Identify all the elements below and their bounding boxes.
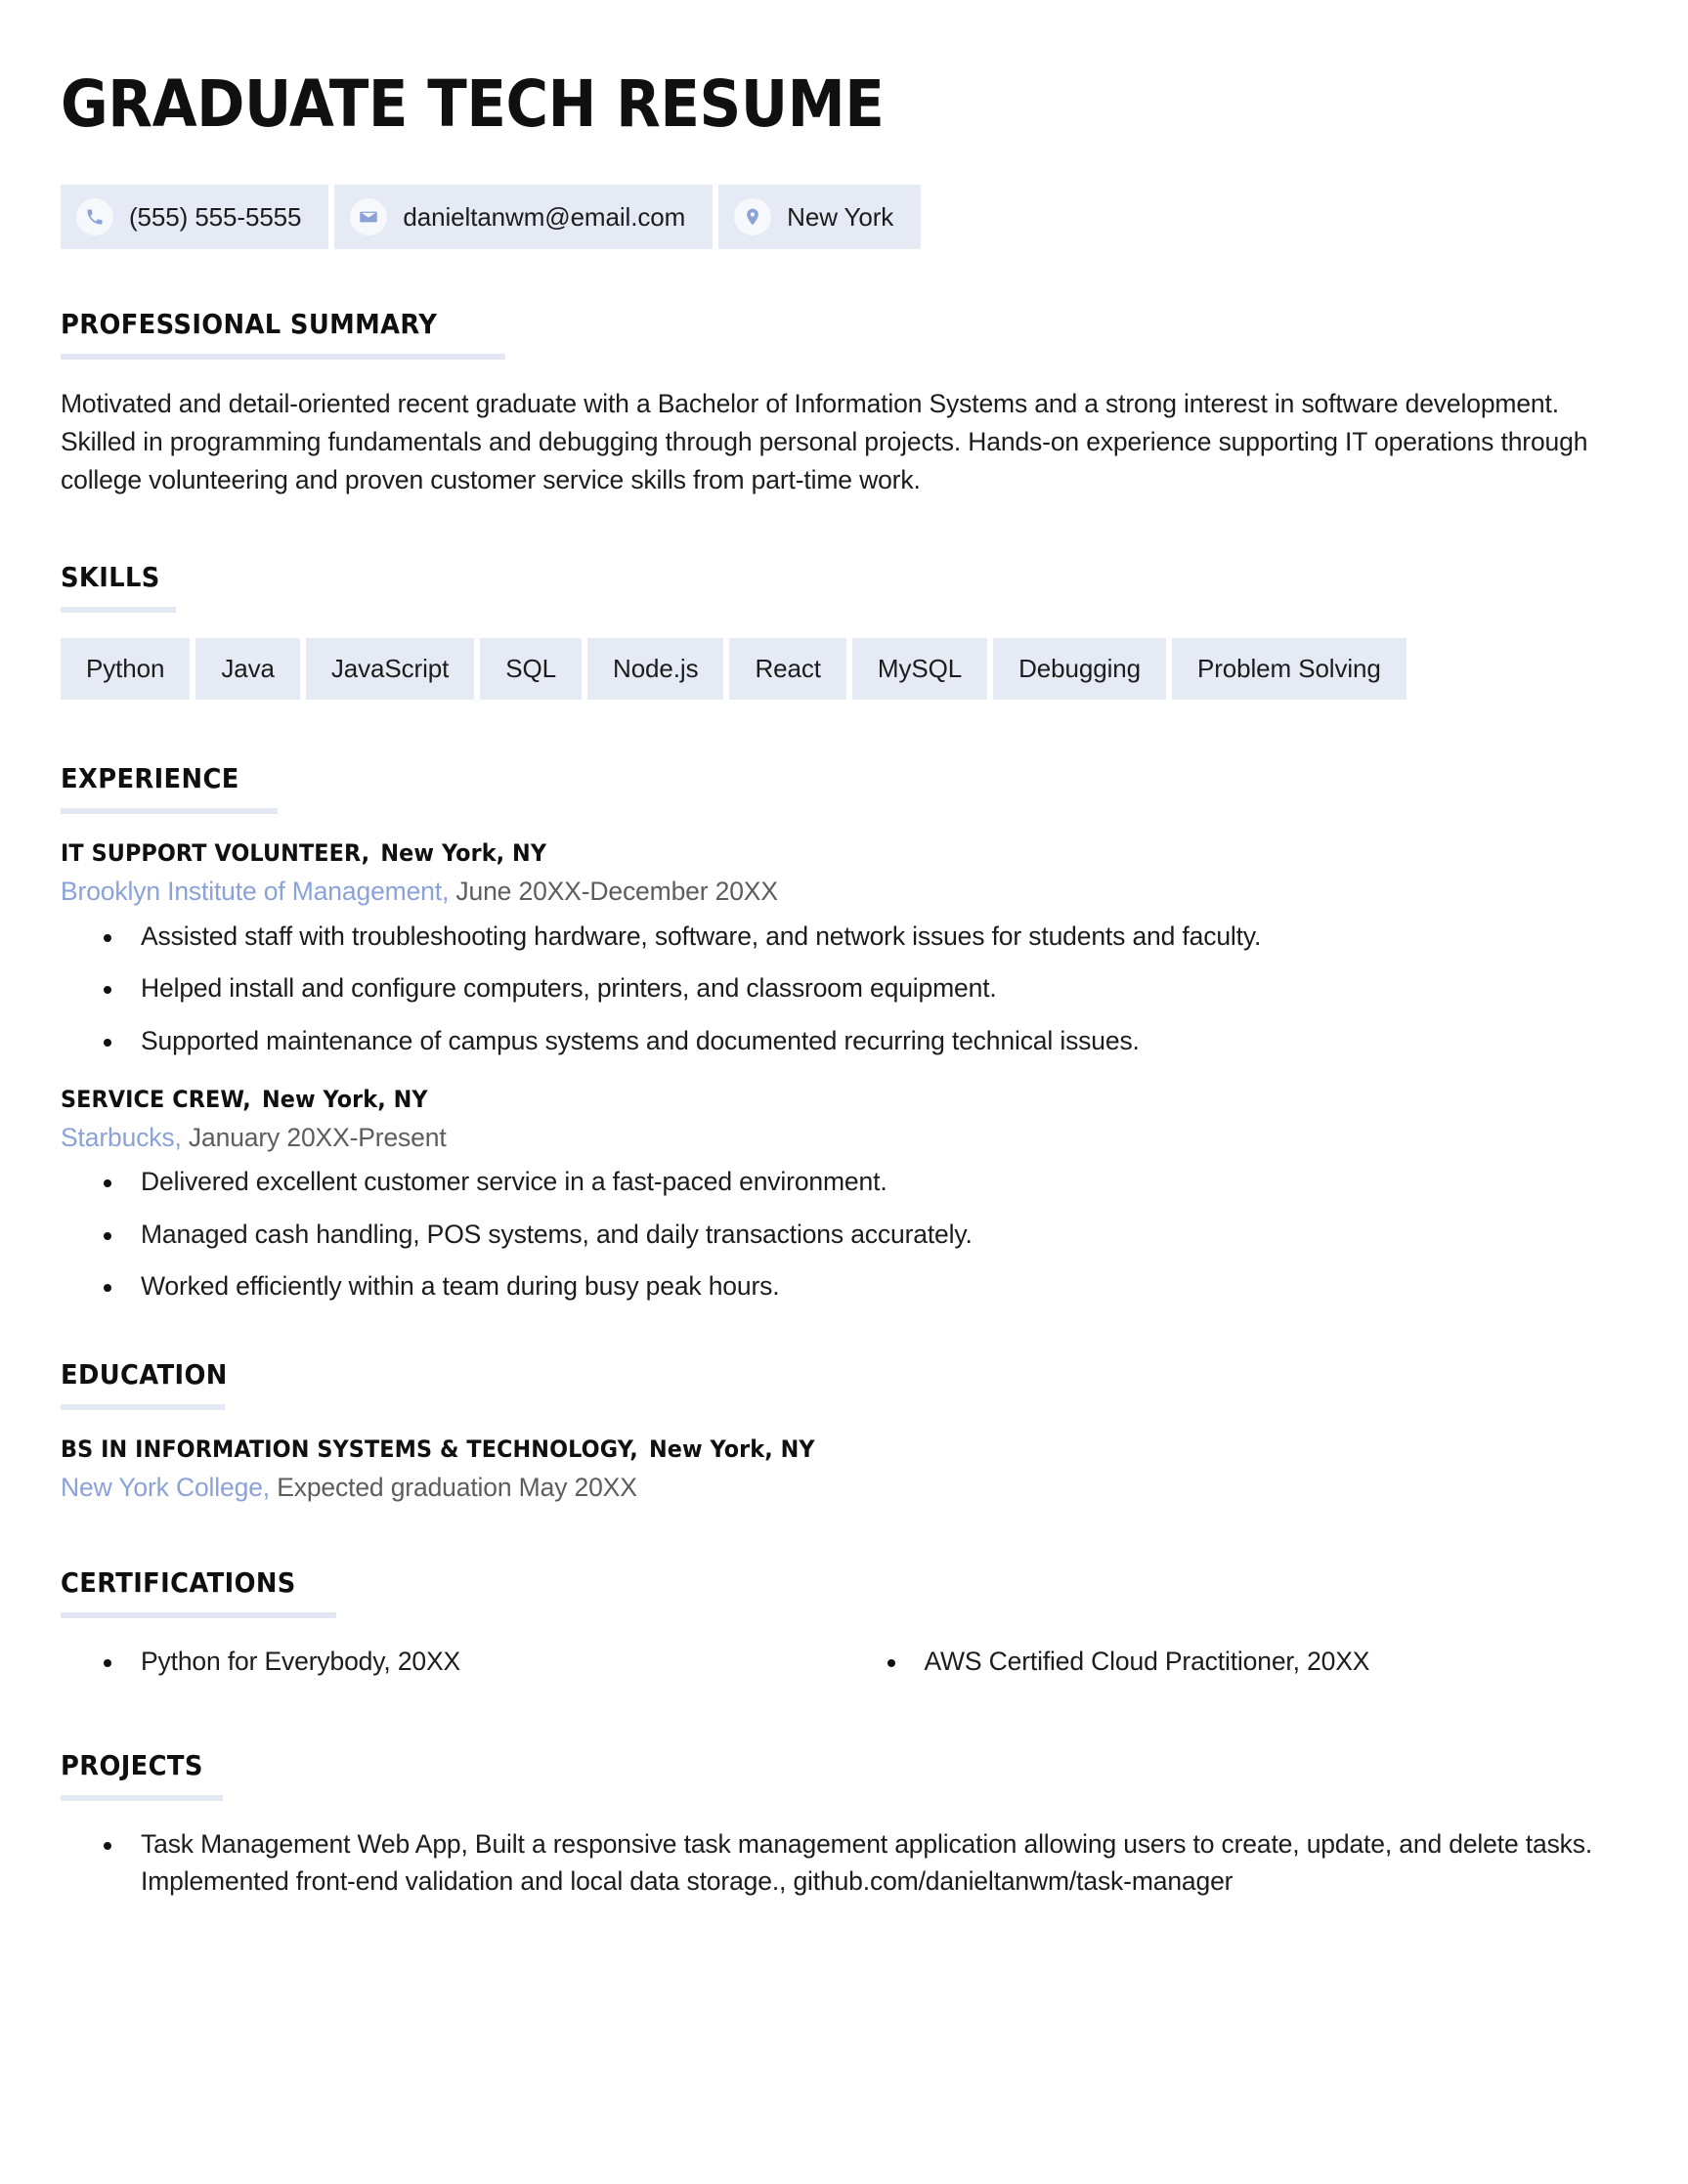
section-certifications bbox=[61, 1566, 1627, 1689]
list-item: Assisted staff with troubleshooting hardware, software, and network issues for students and faculty. bbox=[61, 919, 1627, 956]
section-heading-experience: EXPERIENCE bbox=[61, 762, 239, 795]
phone-icon bbox=[76, 198, 113, 236]
contact-email-value: danieltanwm@email.com bbox=[403, 201, 686, 232]
contact-chip-email[interactable] bbox=[334, 185, 713, 249]
section-divider-summary bbox=[61, 354, 505, 360]
projects-list bbox=[61, 1826, 1627, 1900]
contact-bar bbox=[61, 185, 1627, 249]
spacer bbox=[61, 1331, 1627, 1358]
section-education bbox=[61, 1358, 1627, 1504]
section-heading-summary: PROFESSIONAL SUMMARY bbox=[61, 308, 438, 341]
skill-chip[interactable]: React bbox=[729, 638, 845, 700]
certifications-grid bbox=[61, 1644, 1627, 1689]
degree-text: BS IN INFORMATION SYSTEMS & TECHNOLOGY, bbox=[61, 1435, 638, 1463]
skill-chip[interactable]: Python bbox=[61, 638, 190, 700]
contact-chip-location[interactable] bbox=[718, 185, 921, 249]
job-location-text: New York, NY bbox=[261, 1085, 428, 1113]
section-heading-education: EDUCATION bbox=[61, 1357, 228, 1391]
experience-org-dates bbox=[61, 875, 1627, 908]
experience-entry bbox=[61, 1086, 1627, 1306]
contact-chip-phone[interactable] bbox=[61, 185, 328, 249]
school-name: New York College, bbox=[61, 1472, 270, 1502]
section-experience bbox=[61, 762, 1627, 1306]
summary-text: Motivated and detail-oriented recent graduate with a Bachelor of Information Systems and a strong interest in software development. Skilled in programming fundamentals and debugging through personal projects. Hands-on experience supporting IT operations through college volunteering and proven customer service skills from part-time work. bbox=[61, 389, 1588, 494]
list-item: Delivered excellent customer service in a fast-paced environment. bbox=[61, 1164, 1627, 1201]
section-divider-projects bbox=[61, 1795, 223, 1801]
job-title-text: IT SUPPORT VOLUNTEER, bbox=[61, 839, 370, 868]
section-divider-experience bbox=[61, 808, 278, 814]
list-item: AWS Certified Cloud Practitioner, 20XX bbox=[844, 1644, 1628, 1681]
employment-dates: June 20XX-December 20XX bbox=[455, 877, 778, 907]
experience-job-title bbox=[61, 839, 1518, 867]
spacer bbox=[61, 1516, 1627, 1566]
education-school-detail bbox=[61, 1471, 1627, 1504]
skill-chip[interactable]: Java bbox=[195, 638, 300, 700]
page-title: GRADUATE TECH RESUME bbox=[61, 66, 885, 142]
organization-name: Starbucks, bbox=[61, 1122, 182, 1152]
graduation-detail: Expected graduation May 20XX bbox=[277, 1472, 637, 1502]
certifications-column-right bbox=[844, 1644, 1628, 1689]
list-item: Helped install and configure computers, printers, and classroom equipment. bbox=[61, 970, 1627, 1007]
certifications-column-left bbox=[61, 1644, 844, 1689]
spacer bbox=[61, 711, 1627, 762]
list-item: Supported maintenance of campus systems and documented recurring technical issues. bbox=[61, 1023, 1627, 1060]
skill-chip[interactable]: Node.js bbox=[587, 638, 723, 700]
section-heading-projects: PROJECTS bbox=[61, 1749, 203, 1782]
contact-location-value: New York bbox=[787, 201, 894, 232]
school-location-text: New York, NY bbox=[648, 1435, 815, 1463]
location-pin-icon bbox=[734, 198, 771, 236]
skills-chip-list bbox=[61, 638, 1627, 700]
experience-entry bbox=[61, 839, 1627, 1059]
section-heading-skills: SKILLS bbox=[61, 561, 160, 594]
section-skills bbox=[61, 561, 1627, 700]
list-item: Managed cash handling, POS systems, and daily transactions accurately. bbox=[61, 1217, 1627, 1254]
section-divider-skills bbox=[61, 607, 176, 613]
employment-dates: January 20XX-Present bbox=[188, 1122, 447, 1152]
list-item: Python for Everybody, 20XX bbox=[61, 1644, 844, 1681]
experience-job-title bbox=[61, 1086, 1518, 1113]
list-item: Worked efficiently within a team during busy peak hours. bbox=[61, 1268, 1627, 1306]
job-location-text: New York, NY bbox=[380, 839, 547, 868]
email-icon bbox=[350, 198, 387, 236]
education-entry bbox=[61, 1435, 1627, 1504]
skill-chip[interactable]: MySQL bbox=[852, 638, 987, 700]
job-title-text: SERVICE CREW, bbox=[61, 1085, 251, 1113]
spacer bbox=[61, 1722, 1627, 1749]
spacer bbox=[61, 510, 1627, 561]
list-item: Task Management Web App, Built a responsive task management application allowing users to create, update, and delete tasks. Implemented front-end validation and local data storage., github.com/danieltanwm/task-manager bbox=[61, 1826, 1627, 1900]
section-divider-certifications bbox=[61, 1612, 336, 1618]
skill-chip[interactable]: Problem Solving bbox=[1172, 638, 1407, 700]
contact-phone-value: (555) 555-5555 bbox=[129, 201, 302, 232]
section-divider-education bbox=[61, 1404, 225, 1410]
section-professional-summary bbox=[61, 308, 1627, 498]
skill-chip[interactable]: SQL bbox=[480, 638, 582, 700]
section-projects bbox=[61, 1749, 1627, 1900]
experience-bullet-list bbox=[61, 919, 1627, 1060]
experience-org-dates bbox=[61, 1121, 1627, 1154]
education-degree-title bbox=[61, 1435, 1518, 1463]
section-heading-certifications: CERTIFICATIONS bbox=[61, 1566, 296, 1600]
organization-name: Brooklyn Institute of Management, bbox=[61, 877, 450, 907]
skill-chip[interactable]: JavaScript bbox=[306, 638, 474, 700]
skill-chip[interactable]: Debugging bbox=[993, 638, 1166, 700]
experience-bullet-list bbox=[61, 1164, 1627, 1306]
